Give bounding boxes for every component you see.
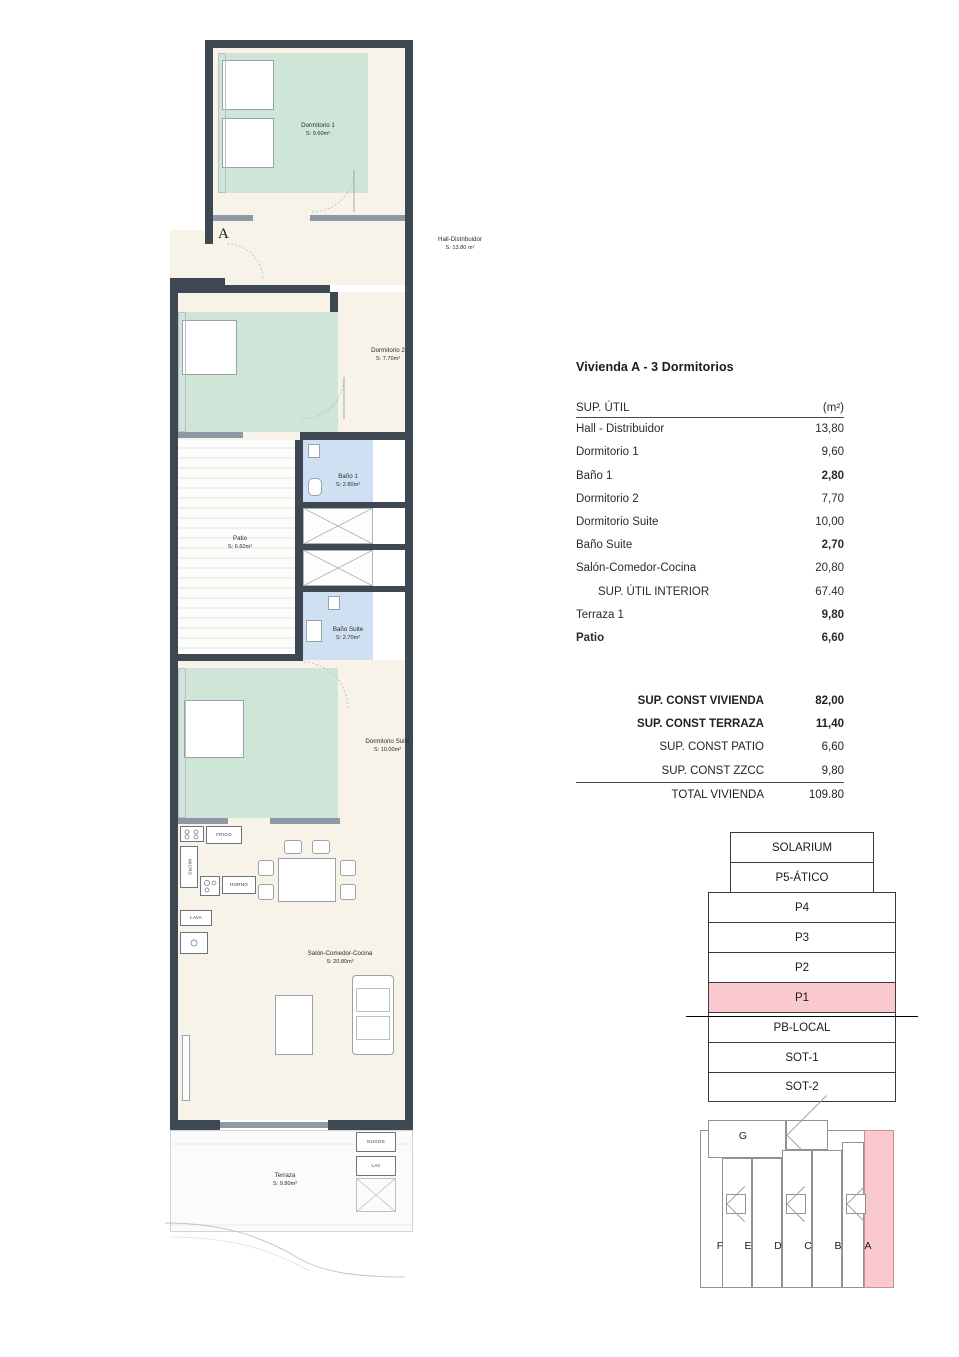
room-label-dormitorio-2: Dormitorio 2 S: 7.70m²	[371, 347, 405, 362]
key-plan-unit-b[interactable]	[842, 1142, 864, 1288]
table-row	[576, 417, 844, 441]
wall-segment	[213, 215, 253, 221]
table-row	[576, 510, 844, 533]
key-plan-label-d: D	[774, 1240, 782, 1252]
wall-segment	[405, 40, 413, 230]
row-label: TOTAL VIVIENDA	[671, 788, 764, 801]
floor-level-p2[interactable]: P2	[708, 952, 896, 982]
wall-segment	[170, 278, 225, 285]
closet-icon	[303, 550, 373, 586]
key-plan-unit-f[interactable]	[722, 1158, 752, 1288]
totals-row	[576, 783, 844, 807]
floor-level-pb-local[interactable]: PB-LOCAL	[708, 1012, 896, 1042]
key-plan-label-f: F	[716, 1240, 724, 1252]
room-label-dormitorio-1: Dormitorio 1 S: 9.60m²	[301, 122, 335, 137]
door-swing-icon	[300, 660, 350, 710]
key-plan-label-c: C	[804, 1240, 812, 1252]
row-value: 109.80	[808, 788, 844, 801]
wall-segment	[170, 1120, 220, 1130]
sink-icon	[180, 932, 208, 954]
floor-level-p5-atico[interactable]: P5-ÁTICO	[730, 862, 874, 892]
bed-icon	[222, 60, 274, 110]
room-label-hall: Hall-Distribuidor S: 13.80 m²	[437, 236, 482, 251]
appliance-micro: MICRO	[180, 846, 198, 888]
ground-line	[686, 1016, 918, 1017]
wall-unit-icon	[182, 1035, 190, 1101]
landscape-curve	[160, 1215, 410, 1285]
burner-icon	[182, 828, 202, 840]
key-plan-unit-a-selected[interactable]	[864, 1130, 894, 1288]
floor-level-p4[interactable]: P4	[708, 892, 896, 922]
totals-row	[576, 689, 844, 712]
stair-core-icon	[726, 1194, 746, 1214]
row-value: 82,00	[815, 695, 844, 708]
sink-bowl-icon	[185, 936, 203, 950]
table-header-unit: (m²)	[778, 396, 844, 417]
wall-exterior-right	[405, 285, 413, 1140]
table-row	[576, 557, 844, 580]
unit-marker-a: A	[218, 226, 229, 242]
row-label: Dormitorio 2	[576, 492, 639, 505]
row-label: Salón-Comedor-Cocina	[576, 562, 697, 575]
row-value: 6,60	[821, 741, 844, 754]
row-label: SUP. ÚTIL INTERIOR	[598, 585, 710, 598]
table-row	[576, 534, 844, 557]
chair-icon	[340, 860, 356, 876]
table-row	[576, 626, 844, 649]
row-label: SUP. CONST PATIO	[659, 741, 764, 754]
row-value: 67.40	[815, 585, 844, 598]
floor-level-solarium[interactable]: SOLARIUM	[730, 832, 874, 862]
key-plan-label-b: B	[834, 1240, 842, 1252]
wardrobe-icon	[218, 53, 226, 193]
wardrobe-icon	[178, 668, 186, 818]
wall-exterior-left	[170, 285, 178, 1140]
wall-segment	[178, 285, 330, 293]
chair-icon	[312, 840, 330, 854]
totals-row	[576, 713, 844, 736]
row-label: SUP. CONST VIVIENDA	[637, 695, 764, 708]
sofa-cushion-icon	[356, 1016, 390, 1040]
floor-level-sot-1[interactable]: SOT-1	[708, 1042, 896, 1072]
appliance-frigo: FRIGO	[206, 826, 242, 844]
key-plan-label-e: E	[744, 1240, 752, 1252]
room-label-bano-suite: Baño Suite S: 2.70m²	[332, 626, 364, 641]
row-value: 7,70	[821, 492, 844, 505]
appliance-nugos: NUGOS	[356, 1132, 396, 1152]
floor-level-sot-2[interactable]: SOT-2	[708, 1072, 896, 1102]
appliance-lava: LAVA	[180, 910, 212, 926]
sink-icon	[308, 444, 320, 458]
key-plan-unit-d[interactable]	[782, 1150, 812, 1288]
surface-table	[576, 396, 844, 649]
totals-table	[576, 689, 844, 806]
row-label: SUP. CONST ZZCC	[576, 759, 778, 783]
row-value: 20,80	[815, 562, 844, 575]
row-label: Patio	[576, 631, 605, 644]
table-row-subtotal	[576, 580, 844, 603]
sofa-cushion-icon	[356, 988, 390, 1012]
row-label: SUP. CONST TERRAZA	[637, 718, 764, 731]
key-plan-unit-e[interactable]	[752, 1158, 782, 1288]
chair-icon	[258, 860, 274, 876]
table-row	[576, 441, 844, 464]
entry-door-swing-icon	[225, 242, 265, 282]
wall-segment	[205, 40, 413, 48]
row-label: Terraza 1	[576, 608, 624, 621]
wall-segment	[178, 654, 303, 661]
window-segment	[220, 1122, 328, 1128]
table-header-row	[576, 396, 844, 417]
row-label: Dormitorio 1	[576, 446, 639, 459]
hob-icon	[200, 876, 220, 896]
closet-icon	[303, 508, 373, 544]
row-value: 11,40	[815, 718, 844, 731]
wall-segment	[310, 215, 405, 221]
page-title: Vivienda A - 3 Dormitorios	[576, 360, 734, 374]
floor-level-diagram	[708, 832, 896, 1102]
area-schedule-panel	[576, 360, 896, 806]
wall-segment	[328, 1120, 413, 1130]
wall-segment	[300, 432, 405, 440]
stair-core-icon	[786, 1194, 806, 1214]
room-label-salon: Salón-Comedor-Cocina S: 20.80m²	[307, 950, 373, 965]
chair-icon	[258, 884, 274, 900]
row-label: Hall - Distribuidor	[576, 423, 665, 436]
sofa-icon	[352, 975, 394, 1055]
sink-icon	[328, 596, 340, 610]
room-label-dormitorio-suite: Dormitorio Suite S: 10.00m²	[365, 738, 410, 753]
row-label: Baño 1	[576, 469, 613, 482]
table-row	[576, 487, 844, 510]
bed-icon	[184, 700, 244, 758]
floor-plan	[150, 20, 482, 1300]
wardrobe-icon	[178, 312, 186, 432]
row-label: Baño Suite	[576, 539, 633, 552]
row-value: 9,80	[778, 759, 844, 783]
building-key-plan	[700, 1118, 896, 1290]
floor-level-p3[interactable]: P3	[708, 922, 896, 952]
appliance-lav: LAV	[356, 1156, 396, 1176]
totals-row	[576, 759, 844, 783]
dining-table-icon	[278, 858, 336, 902]
row-value: 9,60	[821, 446, 844, 459]
key-plan-label-g: G	[738, 1130, 748, 1142]
row-value: 9,80	[821, 608, 844, 621]
floor-level-p1-selected[interactable]: P1	[708, 982, 896, 1012]
row-label: Dormitorio Suite	[576, 515, 659, 528]
row-value: 2,70	[821, 539, 844, 552]
cooktop-icon	[180, 826, 204, 842]
chair-icon	[284, 840, 302, 854]
chair-icon	[340, 884, 356, 900]
burner-icon	[202, 878, 218, 894]
wall-segment	[178, 432, 243, 438]
bed-icon	[182, 320, 237, 375]
key-plan-unit-c[interactable]	[812, 1150, 842, 1288]
door-swing-icon	[300, 375, 346, 421]
stair-core-icon	[786, 1120, 828, 1150]
room-label-terraza: Terraza S: 9.80m²	[272, 1172, 298, 1187]
room-label-patio: Patio S: 6.60m²	[227, 535, 253, 550]
table-row	[576, 603, 844, 626]
table-row	[576, 464, 844, 487]
row-value: 2,80	[821, 469, 844, 482]
row-value: 10,00	[815, 515, 844, 528]
rug-icon	[275, 995, 313, 1055]
row-value: 6,60	[821, 631, 844, 644]
wall-segment	[205, 40, 213, 230]
appliance-horno: HORNO	[222, 876, 256, 894]
table-header-label: SUP. ÚTIL	[576, 396, 778, 417]
row-value: 13,80	[815, 423, 844, 436]
shaft-cross-icon	[356, 1178, 396, 1212]
key-plan-label-a: A	[864, 1240, 872, 1252]
wall-segment	[205, 230, 213, 244]
stair-core-icon	[846, 1194, 866, 1214]
totals-row	[576, 736, 844, 759]
door-swing-icon	[310, 168, 356, 214]
room-label-bano-1: Baño 1 S: 2.80m²	[335, 473, 361, 488]
